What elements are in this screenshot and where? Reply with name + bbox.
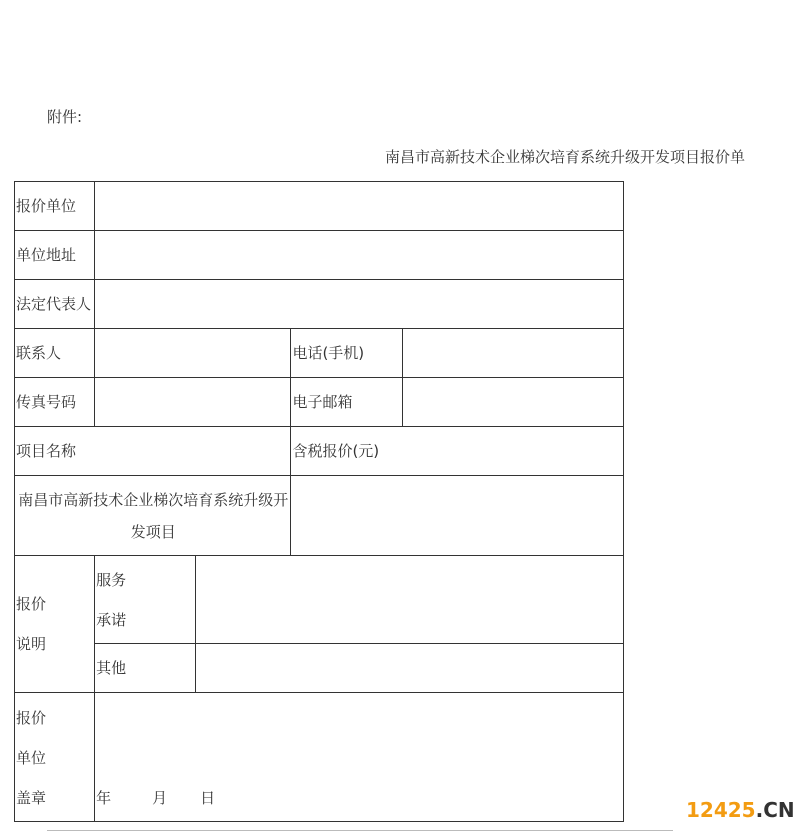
quote-note-label xyxy=(15,556,95,693)
phone-label: 电话(手机) xyxy=(291,329,402,378)
date-year-label: 年 xyxy=(96,789,112,807)
service-label-line-2: 承诺 xyxy=(96,610,127,629)
seal-label xyxy=(15,693,95,822)
contact-label: 联系人 xyxy=(15,329,95,378)
email-label: 电子邮箱 xyxy=(291,378,402,427)
project-name-header: 项目名称 xyxy=(15,427,291,476)
seal-label-line-1: 报价 xyxy=(16,709,47,727)
contact-field[interactable] xyxy=(95,329,291,378)
email-field[interactable] xyxy=(402,378,623,427)
quote-note-label-line-1: 报价 xyxy=(16,595,47,613)
table-row xyxy=(15,644,624,693)
other-field[interactable] xyxy=(196,644,624,693)
table-row xyxy=(15,231,624,280)
legal-rep-label: 法定代表人 xyxy=(15,280,95,329)
project-name-value: 南昌市高新技术企业梯次培育系统升级开发项目 xyxy=(15,476,291,556)
seal-date-field[interactable] xyxy=(95,693,624,822)
unit-address-label: 单位地址 xyxy=(15,231,95,280)
table-row xyxy=(15,378,624,427)
table-row xyxy=(15,329,624,378)
unit-address-field[interactable] xyxy=(95,231,624,280)
service-label-line-1: 服务 xyxy=(96,570,127,589)
watermark-dot: . xyxy=(755,798,764,822)
quotation-form-table xyxy=(14,181,624,822)
bottom-divider xyxy=(47,830,673,831)
fax-field[interactable] xyxy=(95,378,291,427)
table-row xyxy=(15,476,624,556)
service-commitment-field[interactable] xyxy=(196,556,624,644)
fax-label: 传真号码 xyxy=(15,378,95,427)
document-title: 南昌市高新技术企业梯次培育系统升级开发项目报价单 xyxy=(385,148,746,166)
quote-unit-field[interactable] xyxy=(95,182,624,231)
seal-label-line-3: 盖章 xyxy=(16,789,47,807)
date-day-label: 日 xyxy=(200,789,216,807)
legal-rep-field[interactable] xyxy=(95,280,624,329)
table-row xyxy=(15,280,624,329)
tax-price-field[interactable] xyxy=(291,476,624,556)
tax-price-header: 含税报价(元) xyxy=(291,427,624,476)
table-row xyxy=(15,182,624,231)
date-month-label: 月 xyxy=(152,789,168,807)
table-row xyxy=(15,556,624,644)
watermark-suffix: CN xyxy=(763,798,795,822)
seal-label-line-2: 单位 xyxy=(16,749,47,767)
table-row xyxy=(15,693,624,822)
table-row xyxy=(15,427,624,476)
quote-note-label-line-2: 说明 xyxy=(16,635,47,653)
attachment-label: 附件: xyxy=(47,108,83,126)
service-commitment-label xyxy=(95,556,196,644)
quote-unit-label: 报价单位 xyxy=(15,182,95,231)
watermark-number: 12425 xyxy=(686,798,756,822)
site-watermark-logo xyxy=(686,798,795,822)
phone-field[interactable] xyxy=(402,329,623,378)
other-label: 其他 xyxy=(95,644,196,693)
